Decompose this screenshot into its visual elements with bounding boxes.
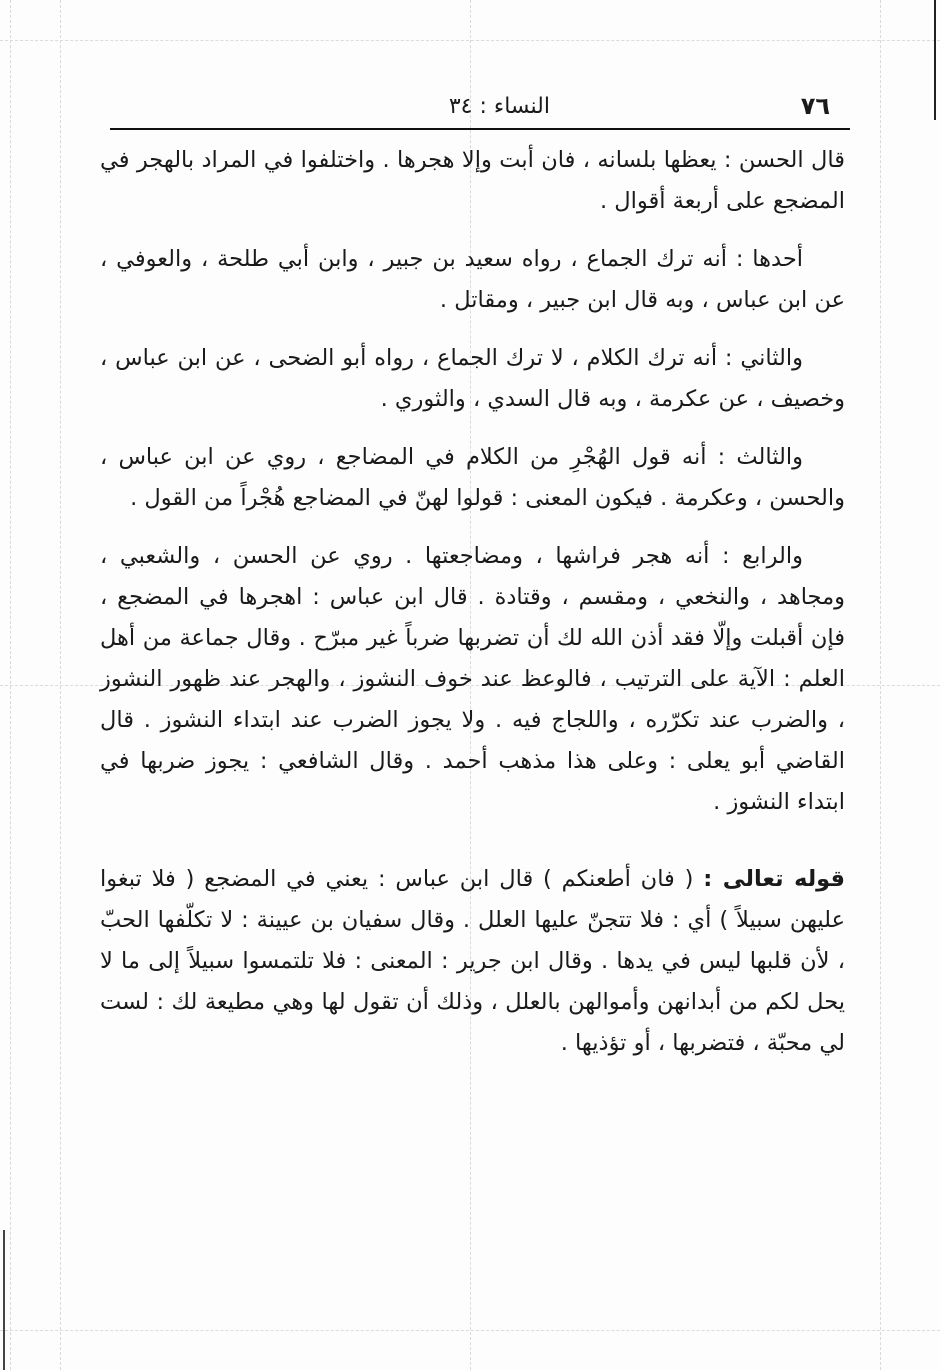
page-header <box>110 88 850 130</box>
scan-edge <box>934 0 936 120</box>
paragraph: أحدها : أنه ترك الجماع ، رواه سعيد بن جبير ، وابن أبي طلحة ، والعوفي ، عن ابن عباس ، وبه قال ابن جبير ، ومقاتل . <box>100 246 845 313</box>
scan-guide <box>0 40 940 41</box>
body-text <box>100 140 845 1081</box>
scan-guide <box>0 1330 940 1331</box>
scan-edge <box>3 1230 5 1370</box>
running-head: النساء : ٣٤ <box>448 94 550 119</box>
page-number: ٧٦ <box>800 92 830 120</box>
paragraph-text: ( فان أطعنكم ) قال ابن عباس : يعني في المضجع ( فلا تبغوا عليهن سبيلاً ) أي : فلا تتجنّ عليها العلل . وقال سفيان بن عيينة : لا تكلّفها الحبّ ، لأن قلبها ليس في يدها . وقال ابن جرير : المعنى : فلا تلتمسوا سبيلاً إلى ما لا يحل لكم من أبدانهن وأموالهن بالعلل ، وذلك أن تقول لها وهي مطيعة لك : لست لي محبّة ، فتضربها ، أو تؤذيها . <box>100 866 845 1056</box>
paragraph: قال الحسن : يعظها بلسانه ، فان أبت وإلا هجرها . واختلفوا في المراد بالهجر في المضجع على أربعة أقوال . <box>100 147 845 214</box>
verse-lead: قوله تعالى : <box>703 866 846 892</box>
paragraph: والثالث : أنه قول الهُجْرِ من الكلام في المضاجع ، روي عن ابن عباس ، والحسن ، وعكرمة . فيكون المعنى : قولوا لهنّ في المضاجع هُجْراً من القول . <box>100 444 845 511</box>
paragraph: والرابع : أنه هجر فراشها ، ومضاجعتها . روي عن الحسن ، والشعبي ، ومجاهد ، والنخعي ، ومقسم ، وقتادة . قال ابن عباس : اهجرها في المضجع ، فإن أقبلت وإلّا فقد أذن الله لك أن تضربها ضرباً غير مبرّح . وقال جماعة من أهل العلم : الآية على الترتيب ، فالوعظ عند خوف النشوز ، والهجر عند ظهور النشوز ، والضرب عند تكرّره ، واللجاج فيه . ولا يجوز الضرب عند ابتداء النشوز . قال القاضي أبو يعلى : وعلى هذا مذهب أحمد . وقال الشافعي : يجوز ضربها في ابتداء النشوز . <box>100 543 845 815</box>
paragraph: والثاني : أنه ترك الكلام ، لا ترك الجماع ، رواه أبو الضحى ، عن ابن عباس ، وخصيف ، عن عكرمة ، وبه قال السدي ، والثوري . <box>100 345 845 412</box>
paragraph-commentary <box>100 859 845 1064</box>
